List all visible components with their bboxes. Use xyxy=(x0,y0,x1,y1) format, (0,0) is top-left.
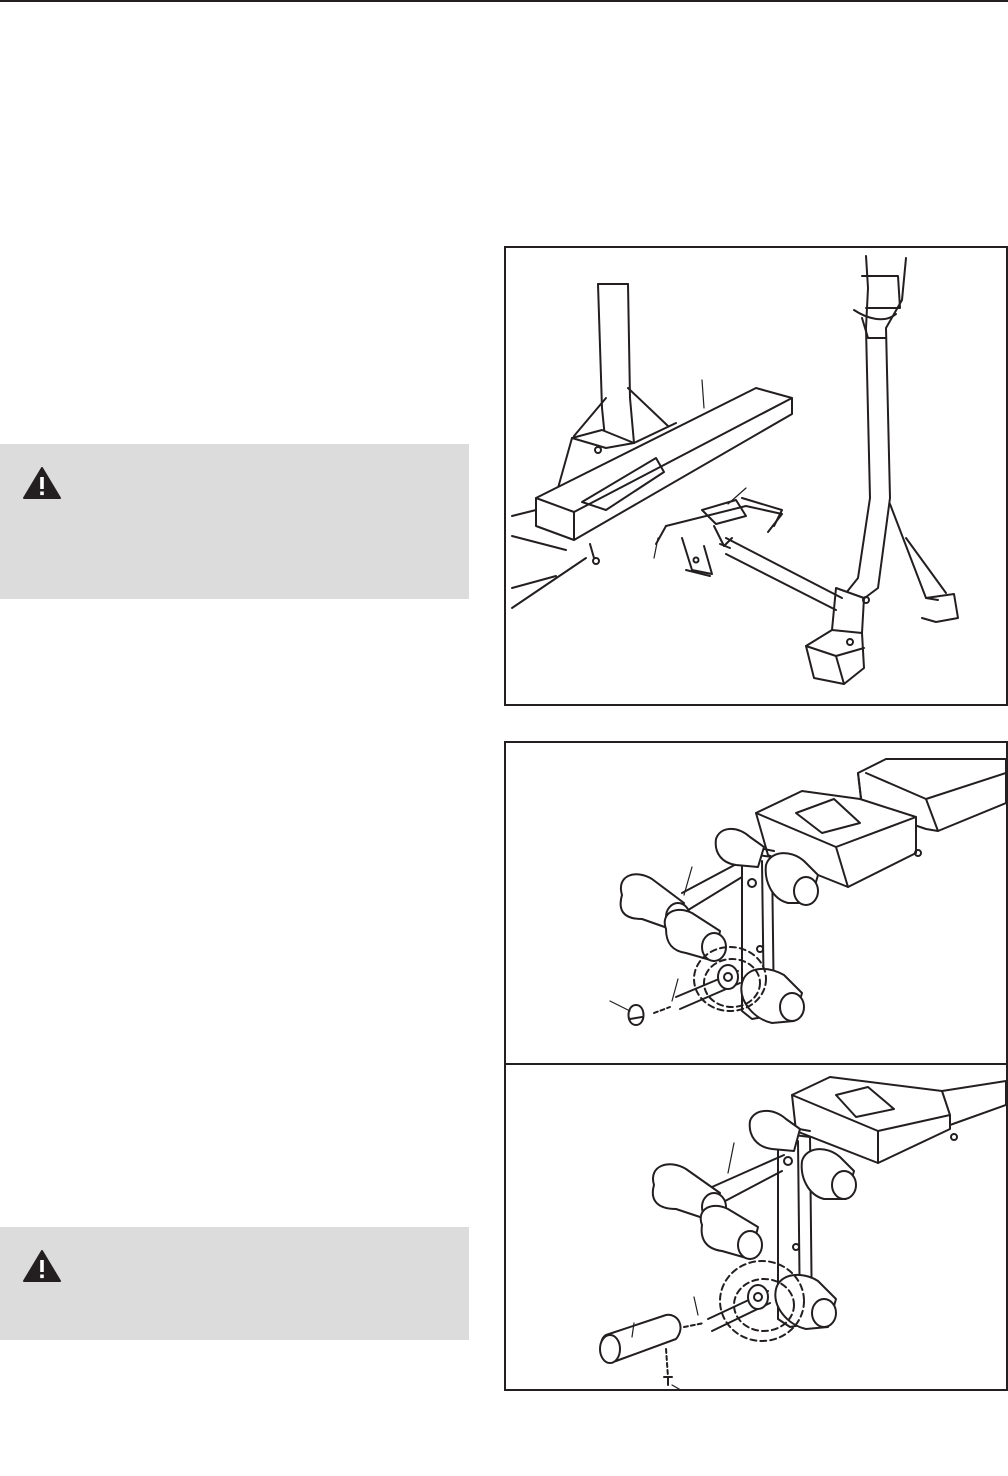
seat-mount xyxy=(656,498,782,576)
bench-pad xyxy=(536,388,792,564)
figure-bench-pad xyxy=(504,246,1008,706)
lower-end-tube xyxy=(600,1315,681,1385)
warning-triangle-icon xyxy=(22,466,62,500)
warning-box-1 xyxy=(0,444,469,599)
right-upright xyxy=(806,256,958,684)
figure-leg-lever xyxy=(504,741,1008,1391)
warning-triangle-icon xyxy=(22,1249,62,1283)
cross-bar xyxy=(726,538,842,610)
top-rule xyxy=(0,0,1008,2)
warning-box-2 xyxy=(0,1227,469,1340)
upper-foam-rollers xyxy=(621,829,818,1023)
